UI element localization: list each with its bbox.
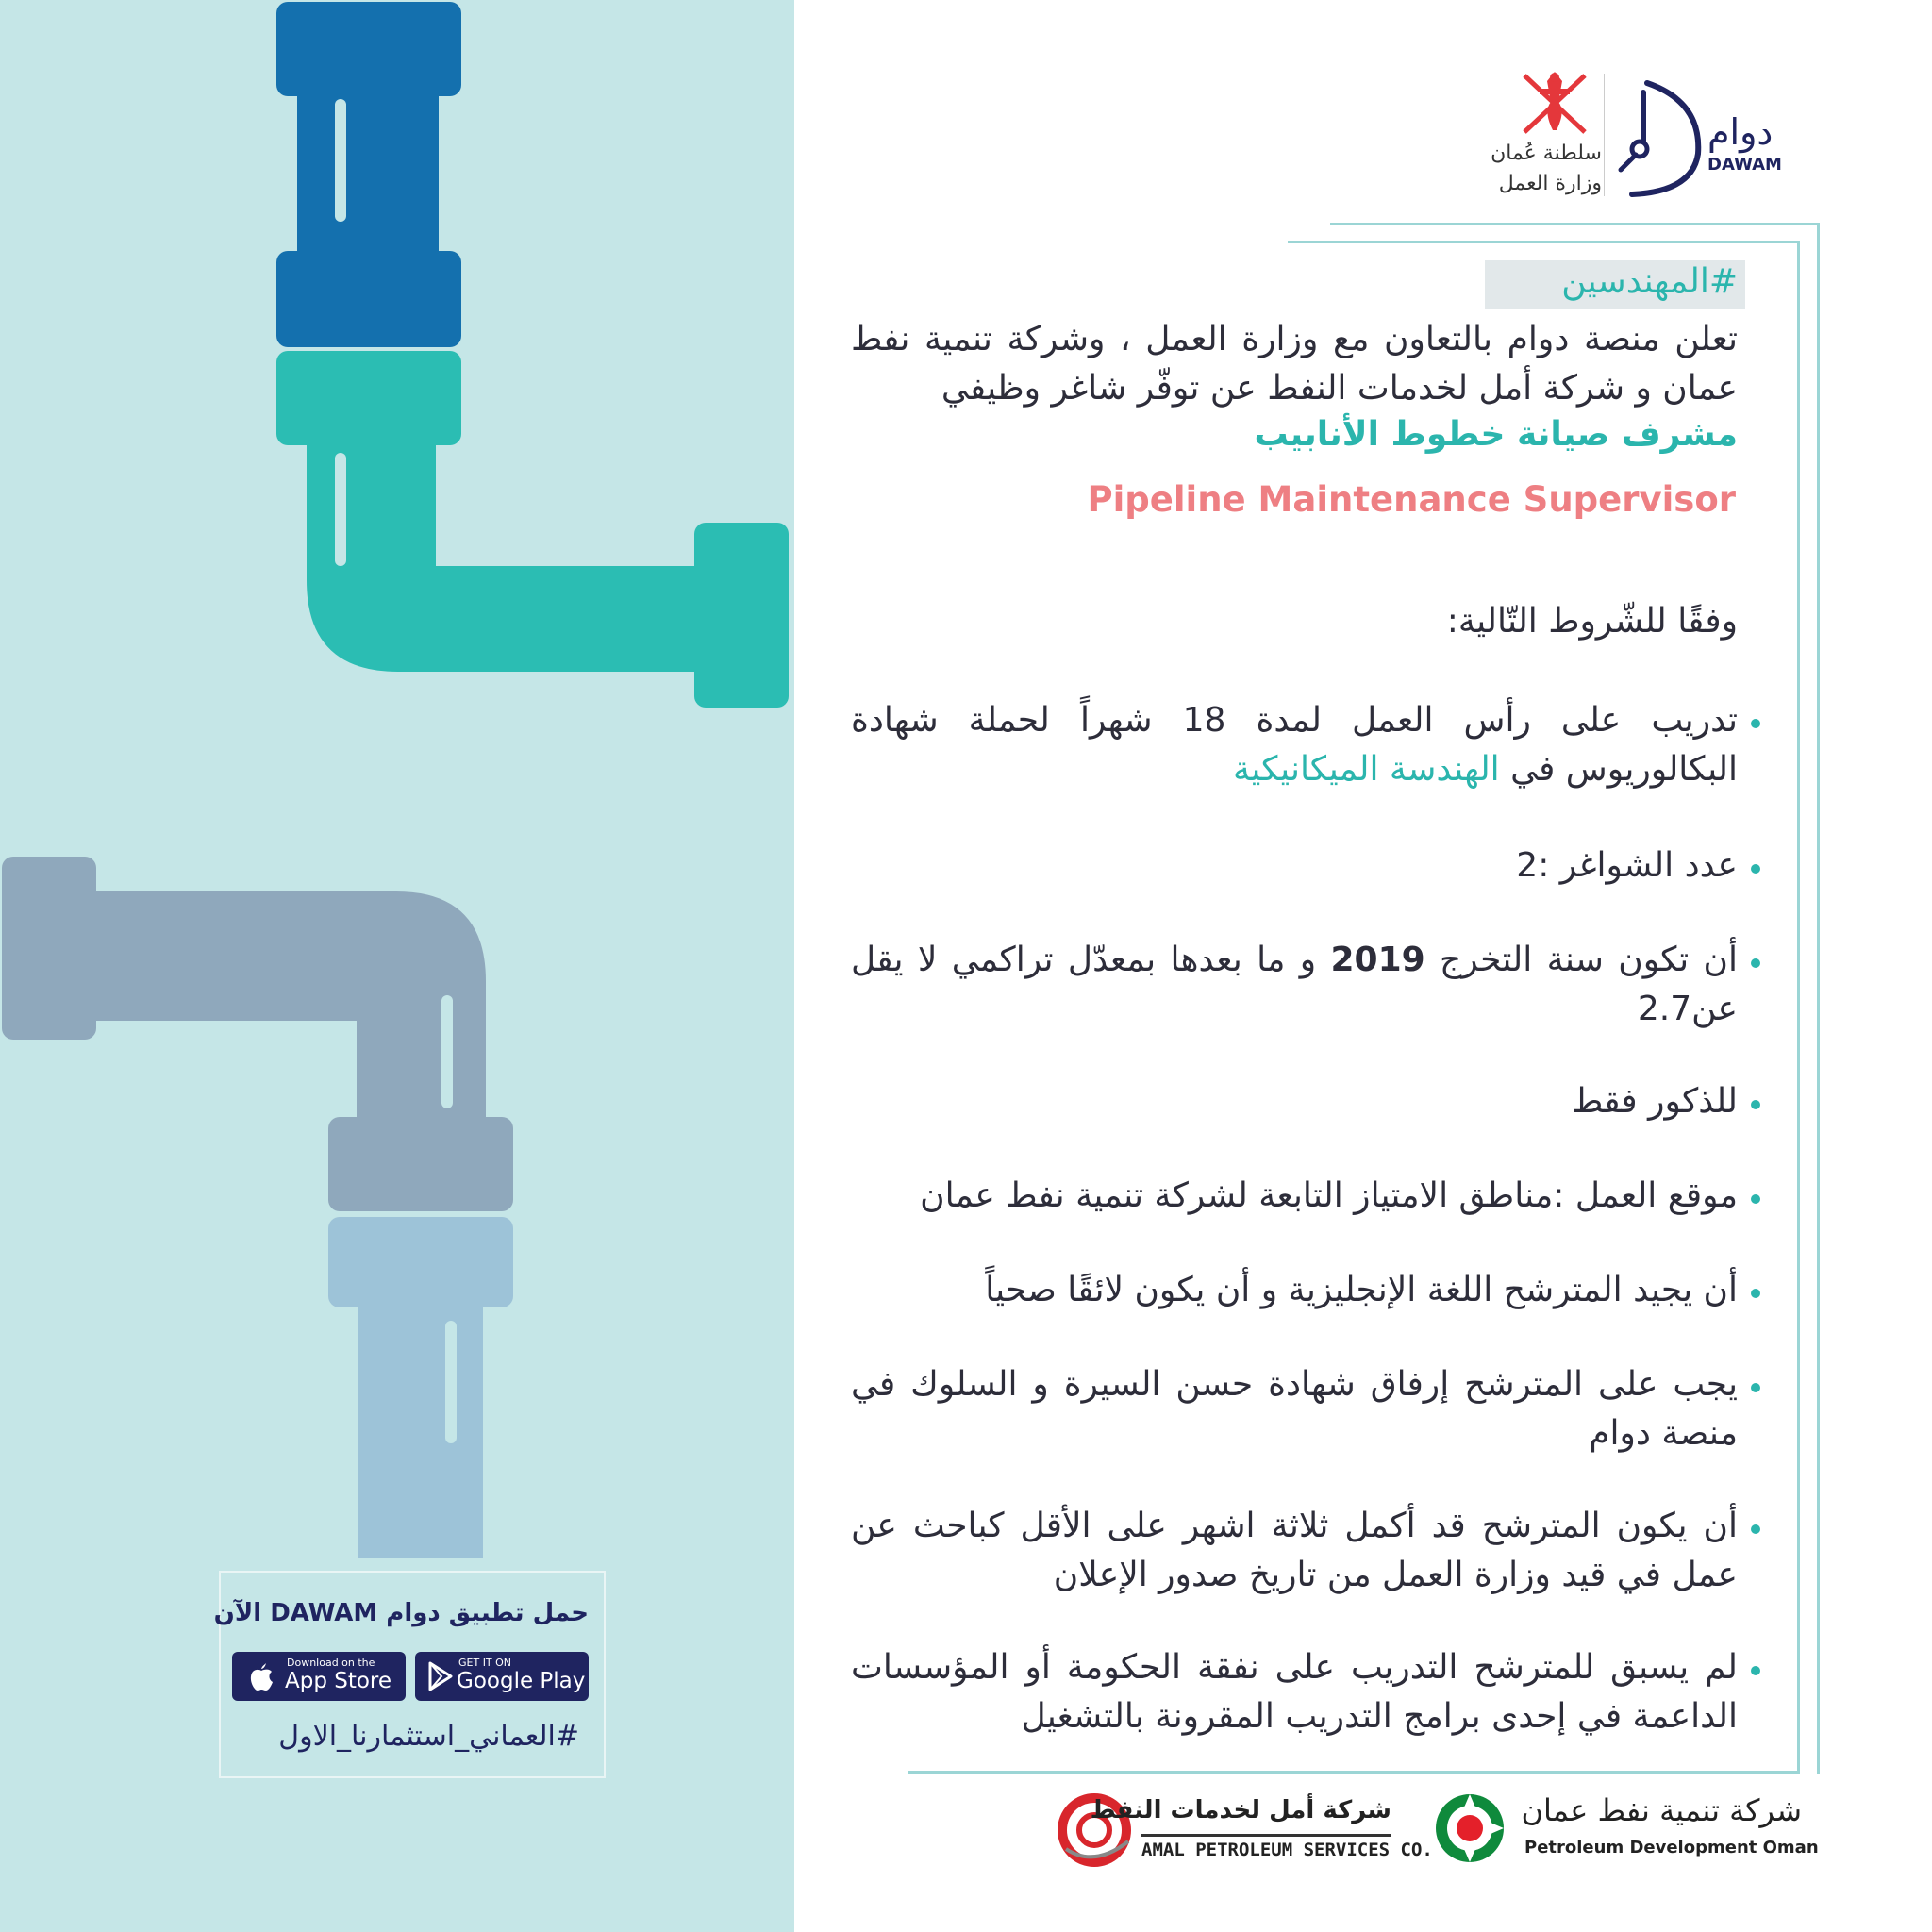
condition-text: تدريب على رأس العمل لمدة 18 شهراً لحملة شهادة البكالوريوس في bbox=[851, 701, 1738, 789]
condition-text: للذكور فقط bbox=[1572, 1082, 1738, 1121]
pdo-logo-arabic: شركة تنمية نفط عمان bbox=[1521, 1792, 1802, 1828]
google-play-icon bbox=[426, 1660, 455, 1692]
condition-text: يجب على المترشح إرفاق شهادة حسن السيرة و السلوك في منصة دوام bbox=[851, 1365, 1738, 1453]
apple-icon bbox=[247, 1660, 275, 1692]
app-store-label: App Store bbox=[285, 1669, 392, 1693]
amal-logo-underline bbox=[1141, 1834, 1391, 1837]
amal-logo-english: AMAL PETROLEUM SERVICES CO. bbox=[1141, 1840, 1433, 1860]
frame-line bbox=[908, 1771, 1800, 1774]
job-title-arabic: مشرف صيانة خطوط الأنابيب bbox=[1254, 415, 1738, 454]
app-store-small-label: Download on the bbox=[287, 1657, 375, 1669]
frame-line bbox=[1797, 241, 1800, 1774]
intro-paragraph: تعلن منصة دوام بالتعاون مع وزارة العمل ، وشركة تنمية نفط عمان و شركة أمل لخدمات النفط عن توفّر شاغر وظيفي bbox=[851, 320, 1738, 408]
condition-text: لم يسبق للمترشح التدريب على نفقة الحكومة أو المؤسسات الداعمة في إحدى برامج التدريب المقرونة بالتشغيل bbox=[851, 1648, 1738, 1736]
job-title-english: Pipeline Maintenance Supervisor bbox=[1087, 479, 1736, 520]
ministry-logo-line1: سلطنة عُمان bbox=[1491, 142, 1602, 165]
bullet-dot bbox=[1751, 1194, 1760, 1204]
condition-text: أن تكون سنة التخرج bbox=[1424, 941, 1738, 979]
app-store-button[interactable] bbox=[232, 1652, 406, 1701]
list-item bbox=[851, 696, 1738, 794]
hashtag-badge bbox=[1485, 260, 1745, 309]
condition-text: عدد الشواغر :2 bbox=[1516, 846, 1738, 885]
app-download-box bbox=[213, 1571, 606, 1778]
google-play-button[interactable] bbox=[415, 1652, 589, 1701]
bullet-dot bbox=[1751, 1100, 1760, 1109]
bullet-dot bbox=[1751, 1666, 1760, 1675]
bullet-dot bbox=[1751, 1383, 1760, 1392]
amal-logo-arabic: شركة أمل لخدمات النفط bbox=[1090, 1796, 1391, 1824]
condition-highlight: الهندسة الميكانيكية bbox=[1233, 750, 1500, 789]
bullet-dot bbox=[1751, 1289, 1760, 1298]
khanjar-emblem-icon bbox=[1507, 64, 1602, 140]
logo-divider bbox=[1604, 74, 1605, 196]
condition-text: و ما بعدها بمعدّل تراكمي لا يقل عن2.7 bbox=[851, 941, 1738, 1028]
list-item bbox=[851, 936, 1738, 1034]
pdo-logo-english: Petroleum Development Oman bbox=[1524, 1838, 1819, 1857]
graduation-year: 2019 bbox=[1330, 941, 1425, 979]
frame-line bbox=[1330, 223, 1819, 225]
pdo-logo-icon bbox=[1432, 1790, 1507, 1866]
list-item bbox=[851, 1077, 1738, 1126]
ministry-logo-line2: وزارة العمل bbox=[1498, 172, 1602, 195]
app-download-cta: حمل تطبيق دوام DAWAM الآن bbox=[213, 1599, 589, 1627]
list-item bbox=[851, 841, 1738, 891]
condition-text: أن يكون المترشح قد أكمل ثلاثة اشهر على الأقل كباحث عن عمل في قيد وزارة العمل من تاريخ صدور الإعلان bbox=[851, 1507, 1738, 1594]
conditions-title: وفقًا للشّروط التّالية: bbox=[1446, 602, 1738, 641]
frame-line bbox=[1817, 223, 1820, 1774]
list-item bbox=[851, 1360, 1738, 1458]
bullet-dot bbox=[1751, 958, 1760, 968]
dawam-logo-english: DAWAM bbox=[1707, 155, 1782, 175]
list-item bbox=[851, 1172, 1738, 1221]
left-panel bbox=[0, 0, 794, 1932]
hashtag-text: #المهندسين bbox=[1561, 262, 1738, 301]
bullet-dot bbox=[1751, 719, 1760, 728]
bullet-dot bbox=[1751, 1524, 1760, 1534]
campaign-hashtag: #العماني_استثمارنا_الاول bbox=[278, 1720, 579, 1753]
dawam-logo-arabic: دوام bbox=[1707, 111, 1774, 153]
google-play-label: Google Play bbox=[457, 1669, 586, 1693]
bullet-dot bbox=[1751, 864, 1760, 874]
condition-text: موقع العمل :مناطق الامتياز التابعة لشركة تنمية نفط عمان bbox=[920, 1176, 1738, 1215]
dawam-clock-icon bbox=[1611, 74, 1706, 206]
google-play-small-label: GET IT ON bbox=[458, 1657, 512, 1669]
condition-text: أن يجيد المترشح اللغة الإنجليزية و أن يكون لائقًا صحياً bbox=[985, 1271, 1738, 1309]
frame-line bbox=[1288, 241, 1799, 243]
list-item bbox=[851, 1266, 1738, 1315]
list-item bbox=[851, 1502, 1738, 1600]
list-item bbox=[851, 1643, 1738, 1741]
